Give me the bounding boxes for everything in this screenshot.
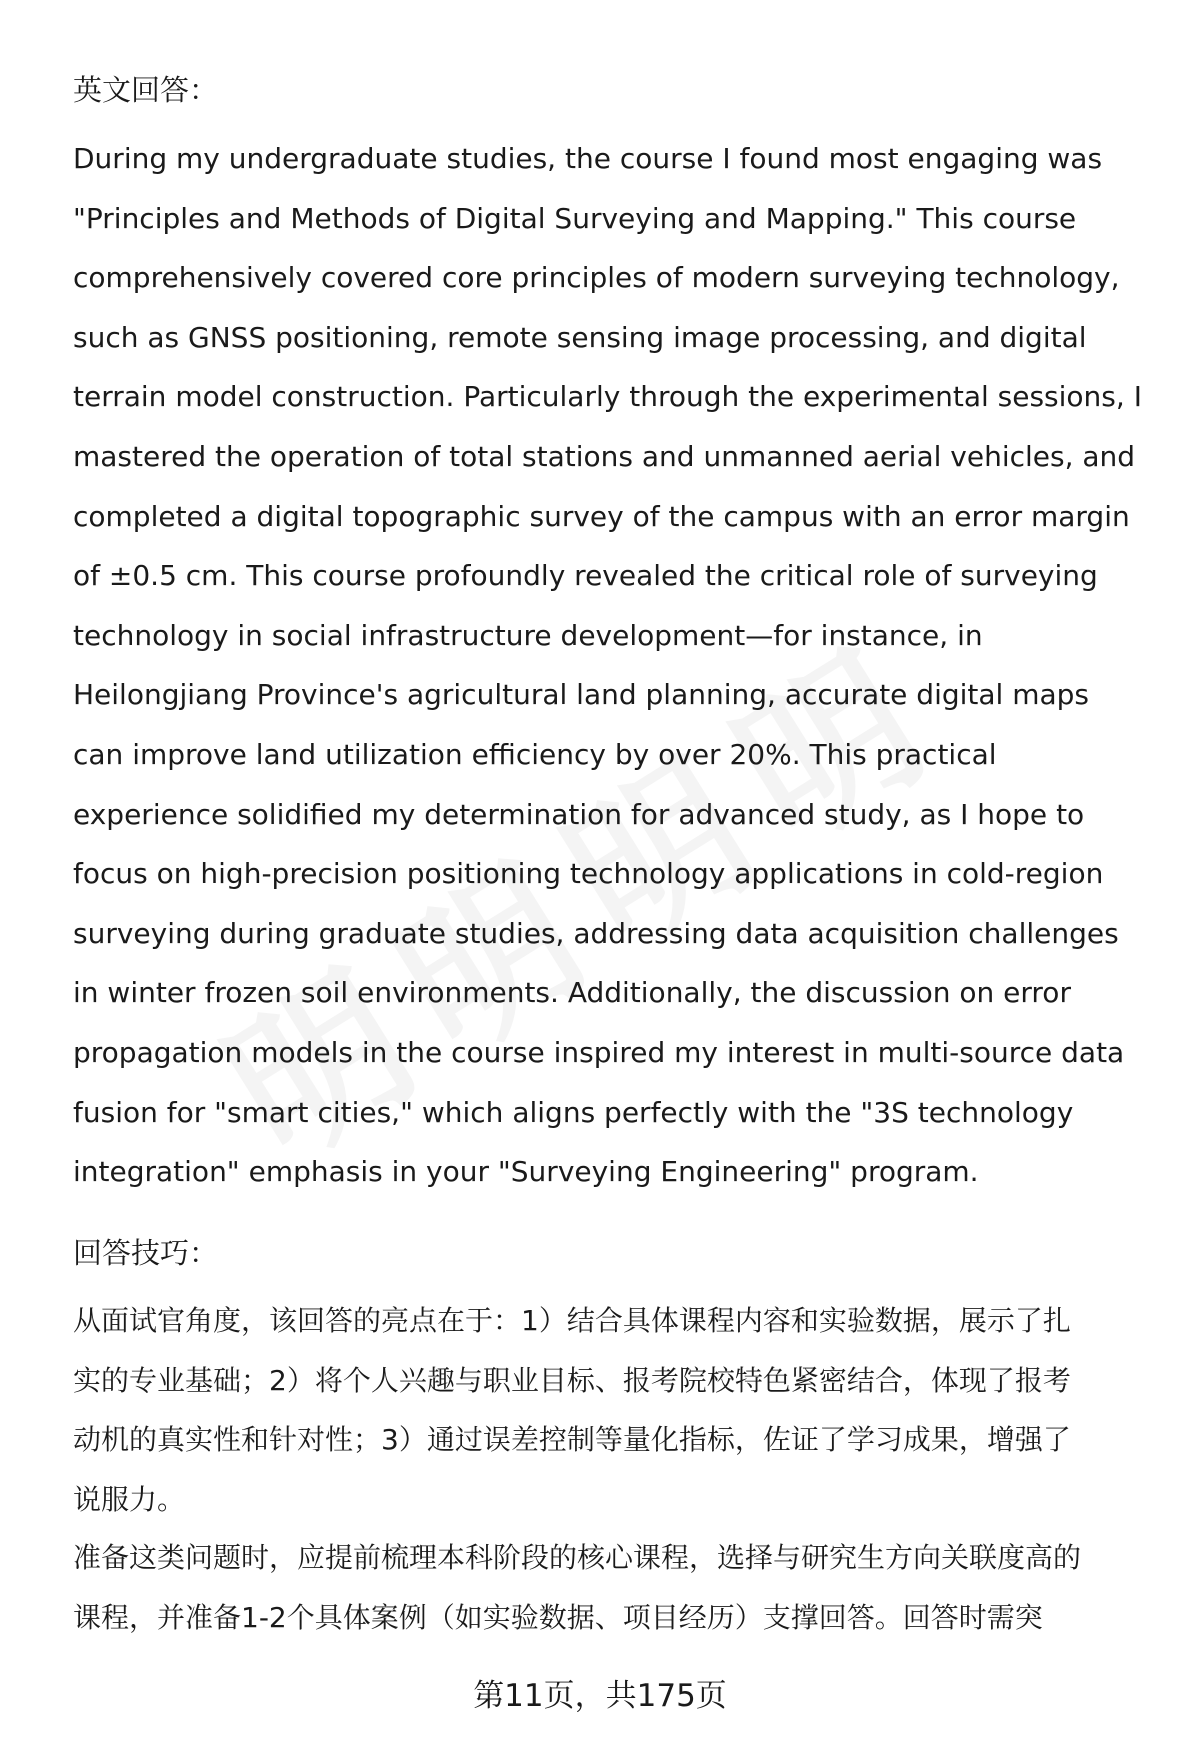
text-line: of ±0.5 cm. This course profoundly revealed the critical role of surveying	[73, 559, 1098, 593]
page-number-footer: 第11页，共175页	[473, 1678, 727, 1714]
text-line: mastered the operation of total stations and unmanned aerial vehicles, and	[73, 439, 1136, 473]
english-answer-heading: 英文回答：	[73, 73, 219, 107]
text-line: experience solidified my determination for advanced study, as I hope to	[73, 797, 1085, 831]
text-line: fusion for "smart cities," which aligns perfectly with the "3S technology	[73, 1095, 1074, 1129]
answer-tips-heading: 回答技巧：	[73, 1236, 219, 1270]
text-line: terrain model construction. Particularly through the experimental sessions, I	[73, 380, 1142, 414]
text-line: 课程，并准备1-2个具体案例（如实验数据、项目经历）支撑回答。回答时需突	[73, 1600, 1043, 1634]
text-line: During my undergraduate studies, the course I found most engaging was	[73, 142, 1103, 175]
text-line: 从面试官角度，该回答的亮点在于：1）结合具体课程内容和实验数据，展示了扎	[73, 1304, 1071, 1337]
english-answer-paragraph	[73, 129, 1142, 1202]
text-line: "Principles and Methods of Digital Surveying and Mapping." This course	[73, 201, 1077, 235]
text-line: 说服力。	[73, 1482, 186, 1516]
answer-tips-paragraph-2	[73, 1528, 1081, 1647]
text-line: focus on high-precision positioning technology applications in cold-region	[73, 857, 1104, 891]
text-line: integration" emphasis in your "Surveying Engineering" program.	[73, 1155, 979, 1189]
text-line: technology in social infrastructure development—for instance, in	[73, 618, 983, 652]
answer-tips-paragraph-1	[73, 1291, 1071, 1529]
text-line: surveying during graduate studies, addressing data acquisition challenges	[73, 916, 1119, 950]
text-line: can improve land utilization efficiency by over 20%. This practical	[73, 737, 997, 771]
text-line: in winter frozen soil environments. Additionally, the discussion on error	[73, 976, 1071, 1010]
text-line: comprehensively covered core principles of modern surveying technology,	[73, 261, 1120, 295]
text-line: propagation models in the course inspired my interest in multi-source data	[73, 1035, 1125, 1069]
text-line: completed a digital topographic survey of the campus with an error margin	[73, 499, 1130, 533]
text-line: 实的专业基础；2）将个人兴趣与职业目标、报考院校特色紧密结合，体现了报考	[73, 1363, 1071, 1397]
text-line: 准备这类问题时，应提前梳理本科阶段的核心课程，选择与研究生方向关联度高的	[73, 1541, 1082, 1574]
text-line: Heilongjiang Province's agricultural land planning, accurate digital maps	[73, 678, 1090, 712]
text-line: such as GNSS positioning, remote sensing image processing, and digital	[73, 320, 1087, 354]
text-line: 动机的真实性和针对性；3）通过误差控制等量化指标，佐证了学习成果，增强了	[73, 1423, 1071, 1456]
